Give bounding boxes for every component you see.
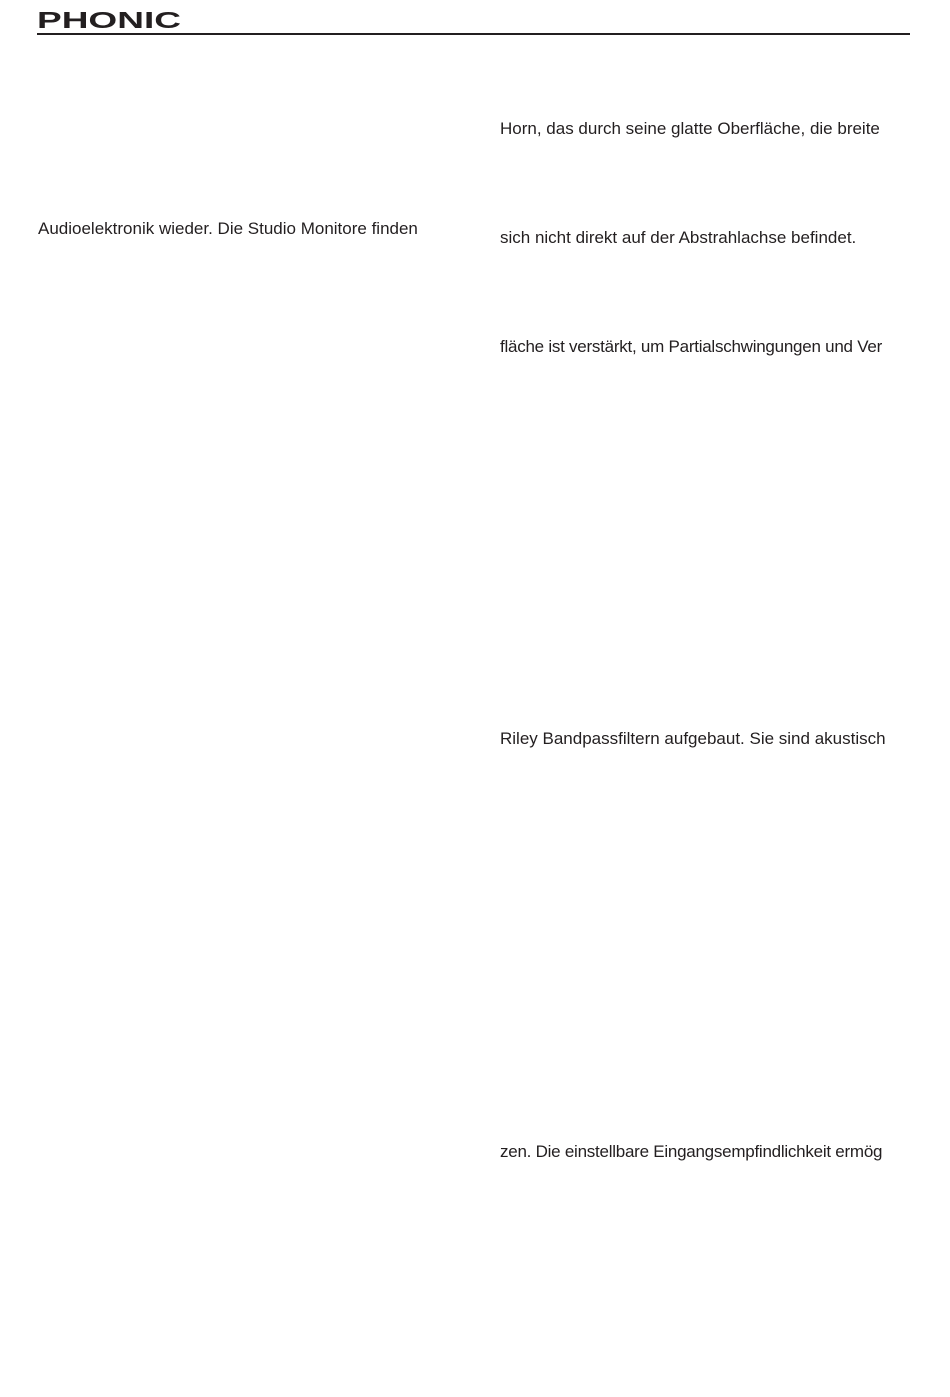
phonic-logo — [37, 9, 183, 31]
right-text-line-3: fläche ist verstärkt, um Partialschwingungen und Ver — [500, 337, 882, 356]
right-text-line-5: zen. Die einstellbare Eingangsempfindlichkeit ermög — [500, 1142, 883, 1161]
header-rule — [37, 33, 910, 35]
page-header — [37, 0, 910, 36]
left-text-line-1: Audioelektronik wieder. Die Studio Monitore finden — [38, 219, 418, 238]
brand-text: PHONIC — [37, 9, 181, 31]
right-text-line-2: sich nicht direkt auf der Abstrahlachse befindet. — [500, 228, 857, 247]
right-text-line-1: Horn, das durch seine glatte Oberfläche, die breite — [500, 119, 880, 138]
right-text-line-4: Riley Bandpassfiltern aufgebaut. Sie sind akustisch — [500, 729, 886, 748]
